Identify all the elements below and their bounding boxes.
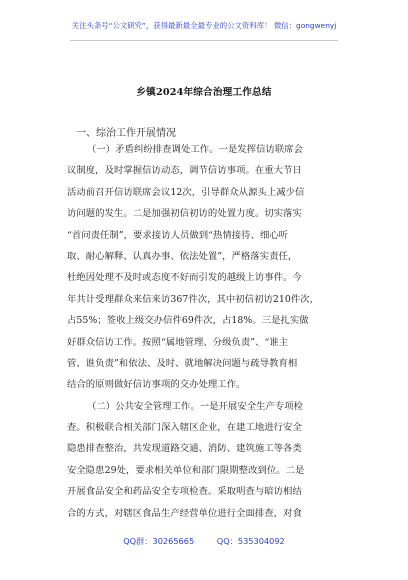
section-heading: 一、综治工作开展情况 xyxy=(76,128,176,139)
body-line: 结合的原则做好信访事项的交办处理工作。 xyxy=(67,379,246,391)
footer-qq-group: QQ群：30265665 xyxy=(123,536,195,546)
body-line: “首问责任制”，要求接访人员做到“热情接待、细心听 xyxy=(67,229,289,241)
footer xyxy=(0,536,408,547)
body-line: 访问题的发生。二是加强初信初访的处置力度。切实落实 xyxy=(67,208,302,220)
body-line: 取、耐心解释、认真办事、依法处置”，严格落实责任， xyxy=(67,250,298,262)
body-line: 杜绝因处理不及时或态度不好而引发的越级上访事件。今 xyxy=(67,272,302,284)
body-line: 管、谁负责”和依法、及时、就地解决问题与疏导教育相 xyxy=(67,357,298,369)
body-line: 开展食品安全和药品安全专项检查。采取明查与暗访相结 xyxy=(67,486,302,498)
document-title: 乡镇2024年综合治理工作总结 xyxy=(136,87,272,98)
body-line: 占55%；签收上级交办信件69件次，占18%。三是扎实做 xyxy=(67,315,309,327)
body-line: 隐患排查整治，共发现道路交通、消防、建筑施工等各类 xyxy=(67,443,302,455)
header-banner: 关注头条号“公文研究”，获得最新最全最专业的公文资料库！ 微信：gongwenyj xyxy=(71,21,337,30)
body-line: 议制度，及时掌握信访动态，调节信访事项。在重大节日 xyxy=(67,165,302,177)
body-line: 好群众信访工作。按照“属地管理、分级负责”、“谁主 xyxy=(67,336,289,348)
body-line: （二）公共安全管理工作。一是开展安全生产专项检 xyxy=(87,400,304,412)
body-line: （一）矛盾纠纷排查调处工作。一是发挥信访联席会 xyxy=(87,144,304,155)
footer-qq-contact: QQ：535304092 xyxy=(216,536,285,546)
body-line: 活动前召开信访联席会议12次，引导群众从源头上减少信 xyxy=(67,186,305,198)
header-divider xyxy=(70,40,338,41)
body-line: 年共计受理群众来信来访367件次，其中初信初访210件次， xyxy=(67,293,320,305)
body-line: 合的方式，对辖区食品生产经营单位进行全面排查，对食 xyxy=(67,507,302,519)
body-text xyxy=(67,139,357,524)
body-line: 查。积极联合相关部门深入辖区企业，在建工地进行安全 xyxy=(67,422,302,434)
body-line: 安全隐患29处，要求相关单位和部门限期整改到位。二是 xyxy=(67,464,305,476)
